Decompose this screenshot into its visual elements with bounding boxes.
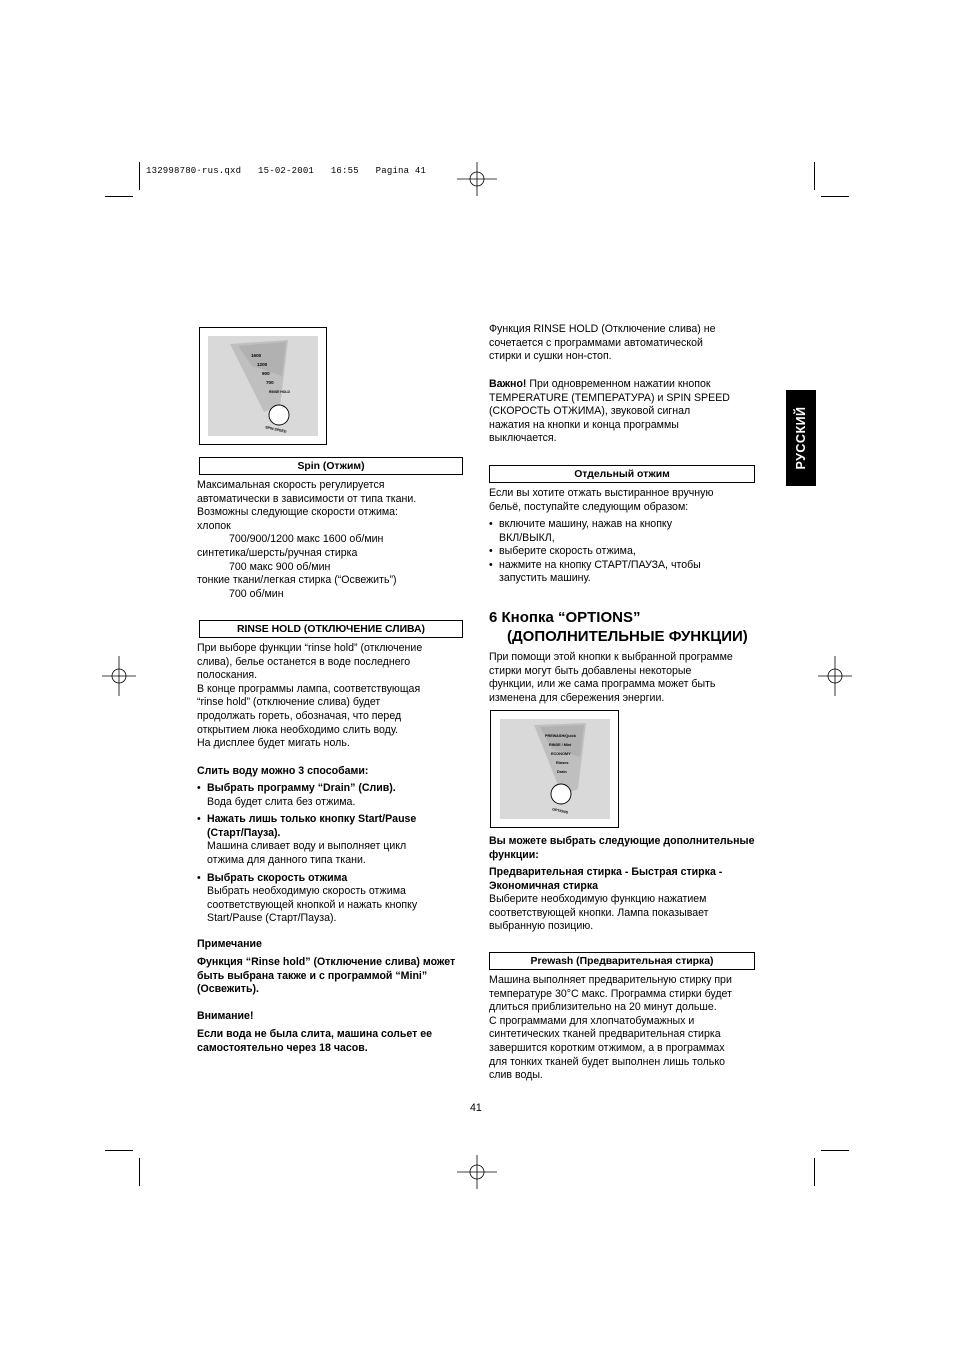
text-line: нажатия на кнопки и конца программы: [489, 418, 679, 431]
text-line: слива), белье останется в воде последнего: [197, 655, 411, 668]
speed-1600: 1600: [251, 353, 262, 358]
spin-heading: Spin (Отжим): [199, 457, 463, 475]
text-line: Выберите необходимую функцию нажатием: [489, 893, 707, 905]
section-6-title: [489, 608, 748, 646]
rinse-hold-heading: RINSE HOLD (ОТКЛЮЧЕНИЕ СЛИВА): [199, 620, 463, 638]
options-knob: [551, 784, 571, 804]
list-item: • нажмите на кнопку СТАРТ/ПАУЗА, чтобы запустить машину.: [489, 559, 759, 586]
warning-text: [197, 1028, 469, 1055]
text-line: Если вода не была слита, машина сольет ее: [197, 1028, 433, 1040]
option-rinse: RINSE / Mini: [549, 743, 572, 747]
separate-spin-text: [489, 487, 759, 514]
text-line: (СКОРОСТЬ ОТЖИМА), звуковой сигнал: [489, 405, 691, 418]
page-number: 41: [470, 1102, 482, 1114]
list-item: • включите машину, нажав на кнопку ВКЛ/ВЫКЛ,: [489, 518, 759, 545]
separate-spin-steps: [489, 518, 759, 586]
important-first: При одновременном нажатии кнопок: [526, 378, 711, 390]
text-line: стирки и сушки нон-стоп.: [489, 350, 612, 363]
prewash-options-text: [489, 866, 761, 893]
speed-900: 900: [262, 371, 270, 376]
spin-speed-panel: [199, 327, 327, 445]
text-line: автоматически в зависимости от типа ткани.: [197, 492, 417, 505]
synthetics-speeds: 700 макс 900 об/мин: [229, 560, 331, 573]
registration-mark-bottom: [457, 1155, 497, 1189]
section-6-title-line1: 6 Кнопка “OPTIONS”: [489, 609, 641, 626]
warning-title: Внимание!: [197, 1010, 254, 1022]
options-illustration: [500, 719, 610, 819]
option-rinses: Rinses: [556, 761, 569, 765]
delicates-label: тонкие ткани/легкая стирка (“Освежить”): [197, 574, 397, 587]
text-line: (Освежить).: [197, 983, 259, 996]
spin-speed-knob-label: SPIN SPEED: [264, 425, 287, 434]
note-text: [197, 956, 469, 997]
text-line: С программами для хлопчатобумажных и: [489, 1014, 695, 1027]
text-line: Вы можете выбрать следующие дополнительные: [489, 835, 755, 847]
rinse-hold-info: [489, 323, 759, 364]
text-line: быть выбрана также и с программой “Mini”: [197, 969, 428, 982]
text-line: функции:: [489, 848, 539, 861]
text-line: При помощи этой кнопки к выбранной программе: [489, 651, 733, 663]
language-tab-label: РУССКИЙ: [794, 406, 808, 470]
text-line: функции, или же сама программа может быть: [489, 678, 716, 691]
list-item: • Выбрать скорость отжима Выбрать необходимую скорость отжима соответствующей кнопкой и нажать кнопку Start/Pause (Старт/Пауза).: [197, 872, 469, 926]
drain-title: Слить воду можно 3 способами:: [197, 765, 369, 777]
text-line: продолжать гореть, обозначая, что перед: [197, 709, 402, 722]
registration-mark-right: [818, 656, 852, 696]
text-line: синтетических тканей предварительная стирка: [489, 1028, 721, 1041]
text-line: соответствующей кнопки. Лампа показывает: [489, 906, 709, 919]
text-line: Максимальная скорость регулируется: [197, 479, 385, 491]
text-line: Предварительная стирка - Быстрая стирка -: [489, 866, 723, 878]
text-line: полоскания.: [197, 669, 258, 682]
text-line: завершится коротким отжимом, а в программах: [489, 1041, 725, 1054]
speed-700: 700: [266, 380, 274, 385]
option-economy: ECONOMY: [551, 752, 571, 756]
select-option-text: [489, 893, 761, 934]
text-line: длиться приблизительно на 20 минут дольше.: [489, 1001, 717, 1014]
text-line: При выборе функции “rinse hold” (отключение: [197, 642, 423, 654]
text-line: выключается.: [489, 432, 557, 445]
prewash-description: [489, 974, 761, 1083]
note-title: Примечание: [197, 938, 262, 950]
drain-methods-list: [197, 782, 469, 926]
language-tab: [786, 390, 816, 486]
text-line: “rinse hold” (отключение слива) будет: [197, 696, 381, 709]
text-line: самостоятельно через 18 часов.: [197, 1041, 368, 1054]
registration-mark-left: [102, 656, 136, 696]
text-line: сочетается с программами автоматической: [489, 336, 703, 349]
important-note: [489, 378, 759, 446]
spin-description: [197, 479, 467, 601]
options-panel: [490, 710, 619, 828]
list-item: • Нажать лишь только кнопку Start/Pause (Старт/Пауза). Машина сливает воду и выполняет цикл отжима для данного типа ткани.: [197, 813, 469, 867]
text-line: бельё, поступайте следующим образом:: [489, 500, 689, 513]
important-label: Важно!: [489, 378, 527, 390]
spin-speed-illustration: [208, 336, 318, 436]
text-line: Возможны следующие скорости отжима:: [197, 506, 398, 519]
text-line: стирки могут быть добавлены некоторые: [489, 664, 692, 677]
prewash-heading: Prewash (Предварительная стирка): [489, 952, 755, 970]
synthetics-label: синтетика/шерсть/ручная стирка: [197, 546, 358, 559]
rinse-hold-description: [197, 642, 467, 751]
text-line: TEMPERATURE (ТЕМПЕРАТУРА) и SPIN SPEED: [489, 391, 730, 404]
text-line: изменена для сбережения энергии.: [489, 691, 665, 704]
choose-options-text: [489, 835, 761, 862]
text-line: выбранную позицию.: [489, 920, 594, 933]
text-line: Функция “Rinse hold” (Отключение слива) может: [197, 956, 456, 968]
text-line: [489, 378, 759, 392]
section-6-intro: [489, 651, 759, 705]
text-line: температуре 30°С макс. Программа стирки будет: [489, 987, 732, 1000]
registration-mark-top: [457, 162, 497, 196]
options-knob-label: OPTIONS: [551, 807, 569, 815]
separate-spin-heading: Отдельный отжим: [489, 465, 755, 483]
section-6-title-line2: (ДОПОЛНИТЕЛЬНЫЕ ФУНКЦИИ): [507, 628, 748, 645]
delicates-speeds: 700 об/мин: [229, 587, 284, 600]
text-line: Если вы хотите отжать выстиранное вручную: [489, 487, 714, 499]
text-line: открытием люка необходимо слить воду.: [197, 723, 399, 736]
text-line: На дисплее будет мигать ноль.: [197, 737, 350, 750]
option-prewash: PREWASH/Quick: [545, 734, 576, 738]
speed-1200: 1200: [257, 362, 268, 367]
cotton-speeds: 700/900/1200 макс 1600 об/мин: [229, 533, 384, 546]
text-line: для тонких тканей будет выполнен лишь только: [489, 1055, 725, 1068]
list-item: • Выбрать программу “Drain” (Слив). Вода будет слита без отжима.: [197, 782, 469, 809]
text-line: Машина выполняет предварительную стирку при: [489, 974, 732, 986]
spin-speed-knob: [269, 405, 289, 425]
text-line: Функция RINSE HOLD (Отключение слива) не: [489, 323, 716, 335]
print-slug: 132998780·rus.qxd 15-02-2001 16:55 Pagina 41: [146, 166, 427, 176]
speed-rinse-hold: RINSE HOLD: [269, 390, 290, 394]
text-line: слив воды.: [489, 1069, 543, 1082]
text-line: Экономичная стирка: [489, 879, 599, 892]
text-line: В конце программы лампа, соответствующая: [197, 682, 421, 695]
text-line: хлопок: [197, 519, 231, 532]
list-item: • выберите скорость отжима,: [489, 545, 759, 559]
option-drain: Drain: [557, 770, 567, 774]
